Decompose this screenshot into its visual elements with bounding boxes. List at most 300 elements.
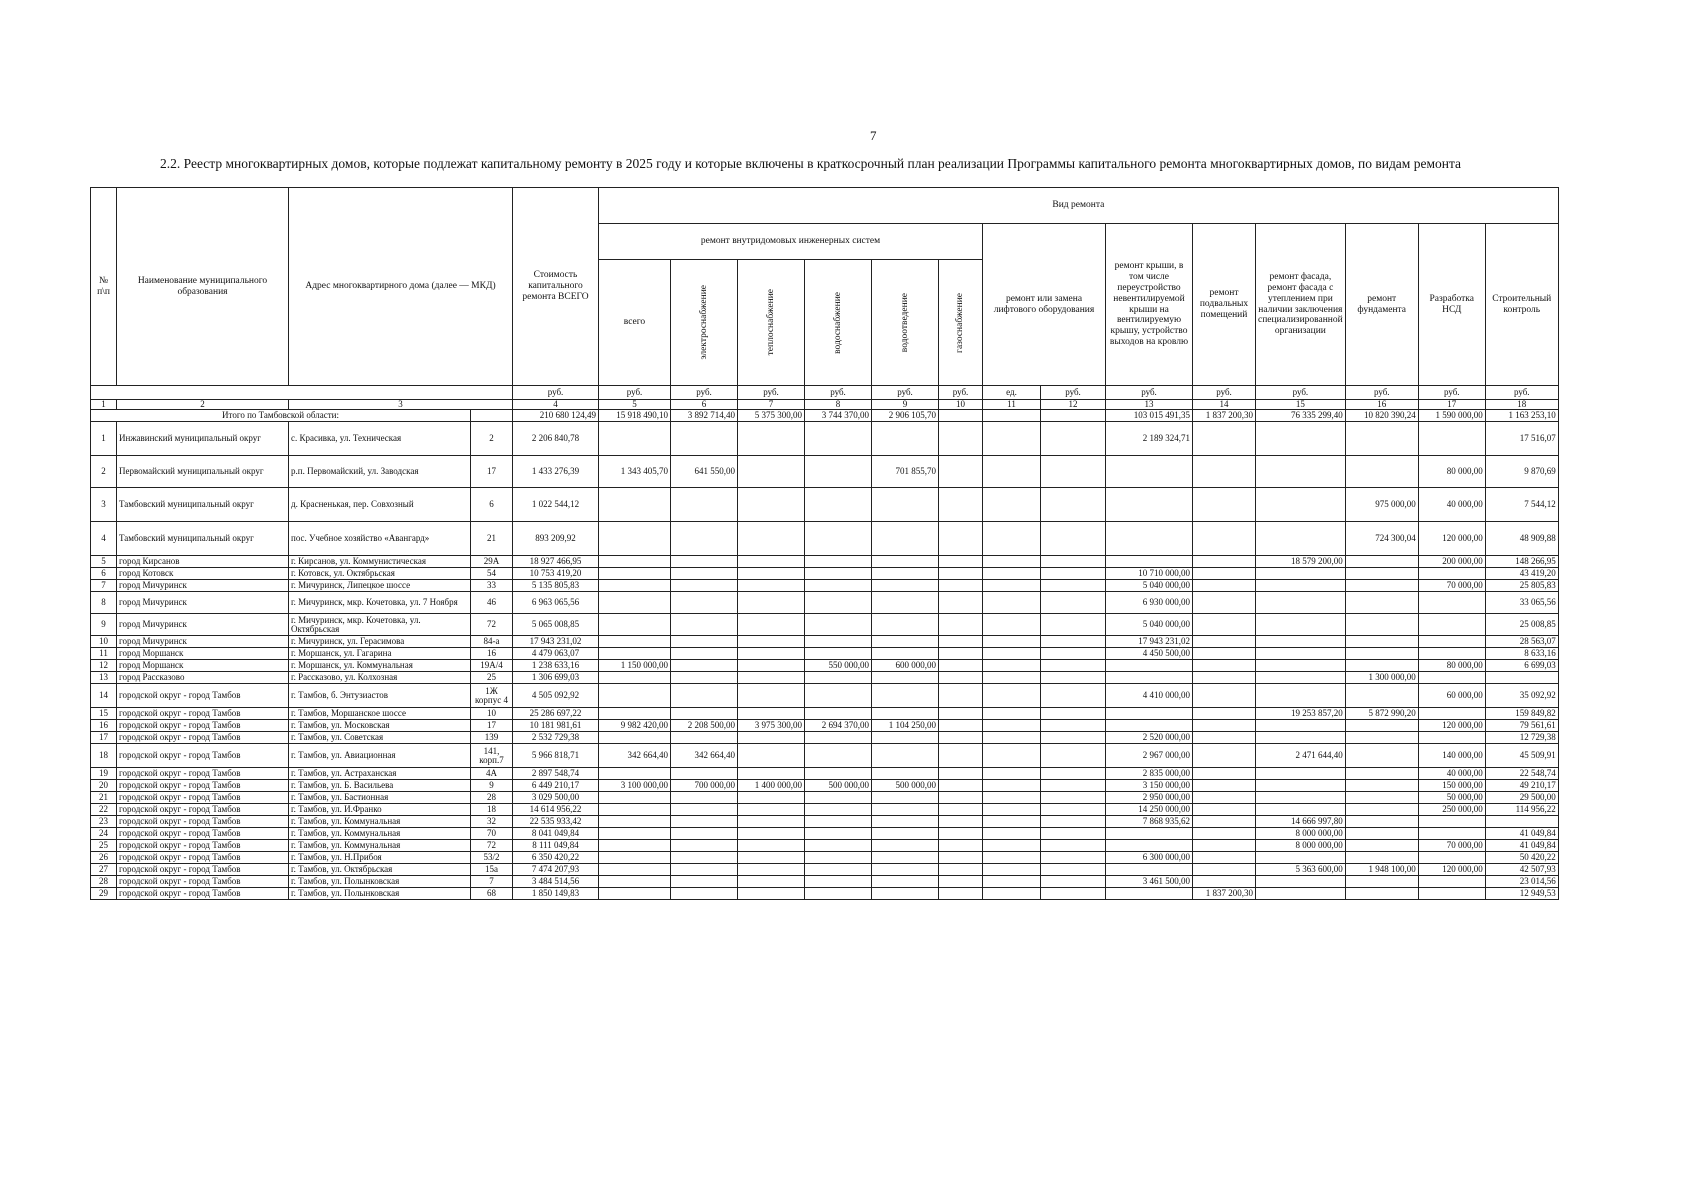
- cell-value: [872, 568, 939, 580]
- table-row: [91, 720, 1559, 732]
- header-gas: газоснабжение: [939, 260, 983, 386]
- cell-value: [939, 804, 983, 816]
- header-electric: электроснабжение: [671, 260, 738, 386]
- cell-value: [1256, 804, 1346, 816]
- cell-num: 20: [91, 780, 117, 792]
- cell-value: [872, 840, 939, 852]
- cell-value: [738, 580, 805, 592]
- cell-value: [939, 876, 983, 888]
- cell-address: г. Тамбов, ул. Полынковская: [289, 876, 471, 888]
- cell-address: д. Красненькая, пер. Совхозный: [289, 488, 471, 522]
- cell-value: [599, 636, 671, 648]
- cell-value: [671, 648, 738, 660]
- cell-value: [1193, 720, 1256, 732]
- cell-value: 6 300 000,00: [1106, 852, 1193, 864]
- cell-value: [939, 732, 983, 744]
- cell-municipality: город Котовск: [117, 568, 289, 580]
- unit-cell: руб.: [1106, 386, 1193, 400]
- cell-house: 28: [471, 792, 513, 804]
- cell-address: г. Тамбов, ул. Авиационная: [289, 744, 471, 768]
- cell-value: [983, 876, 1041, 888]
- column-number: 3: [289, 400, 513, 410]
- cell-municipality: городской округ - город Тамбов: [117, 816, 289, 828]
- cell-num: 11: [91, 648, 117, 660]
- cell-value: [805, 648, 872, 660]
- cell-house: 70: [471, 828, 513, 840]
- cell-value: [983, 792, 1041, 804]
- cell-value: [939, 744, 983, 768]
- cell-value: [939, 592, 983, 614]
- cell-value: [671, 488, 738, 522]
- cell-total-cost: 1 022 544,12: [513, 488, 599, 522]
- cell-value: 2 967 000,00: [1106, 744, 1193, 768]
- column-number: 12: [1041, 400, 1106, 410]
- cell-value: [872, 648, 939, 660]
- cell-value: [805, 592, 872, 614]
- header-water: водоснабжение: [805, 260, 872, 386]
- cell-value: [599, 422, 671, 456]
- column-number: 18: [1485, 400, 1558, 410]
- cell-value: [1041, 636, 1106, 648]
- cell-municipality: городской округ - город Тамбов: [117, 888, 289, 900]
- cell-value: [599, 580, 671, 592]
- cell-house: 53/2: [471, 852, 513, 864]
- cell-value: 3 150 000,00: [1106, 780, 1193, 792]
- cell-value: 1 300 000,00: [1345, 672, 1418, 684]
- cell-value: [872, 768, 939, 780]
- cell-value: [939, 648, 983, 660]
- cell-value: [1418, 672, 1485, 684]
- cell-value: [983, 852, 1041, 864]
- cell-value: [1345, 744, 1418, 768]
- cell-value: [805, 522, 872, 556]
- cell-num: 19: [91, 768, 117, 780]
- cell-municipality: городской округ - город Тамбов: [117, 780, 289, 792]
- cell-value: [1106, 888, 1193, 900]
- header-eng-all: всего: [599, 260, 671, 386]
- table-row: [91, 768, 1559, 780]
- cell-value: [1106, 864, 1193, 876]
- cell-num: 4: [91, 522, 117, 556]
- cell-value: [599, 522, 671, 556]
- total-value: 3 892 714,40: [671, 410, 738, 422]
- cell-value: 28 563,07: [1485, 636, 1558, 648]
- cell-house: 21: [471, 522, 513, 556]
- cell-value: [671, 592, 738, 614]
- cell-value: [939, 580, 983, 592]
- cell-value: [1256, 614, 1346, 636]
- cell-municipality: город Рассказово: [117, 672, 289, 684]
- cell-value: [599, 648, 671, 660]
- cell-value: [939, 522, 983, 556]
- total-value: [1041, 410, 1106, 422]
- cell-value: [1345, 792, 1418, 804]
- cell-num: 2: [91, 456, 117, 488]
- cell-value: [939, 816, 983, 828]
- total-value: [983, 410, 1041, 422]
- cell-value: [1041, 816, 1106, 828]
- cell-value: [1256, 876, 1346, 888]
- cell-value: [939, 828, 983, 840]
- cell-value: [939, 456, 983, 488]
- cell-value: [1041, 592, 1106, 614]
- cell-value: [1256, 592, 1346, 614]
- cell-total-cost: 6 350 420,22: [513, 852, 599, 864]
- cell-value: [939, 768, 983, 780]
- cell-value: 23 014,56: [1485, 876, 1558, 888]
- cell-num: 18: [91, 744, 117, 768]
- cell-address: г. Мичуринск, Липецкое шоссе: [289, 580, 471, 592]
- cell-value: [1106, 720, 1193, 732]
- column-number: 9: [872, 400, 939, 410]
- cell-total-cost: 8 111 049,84: [513, 840, 599, 852]
- cell-house: 2: [471, 422, 513, 456]
- total-value: 10 820 390,24: [1345, 410, 1418, 422]
- cell-total-cost: 3 484 514,56: [513, 876, 599, 888]
- cell-value: [805, 816, 872, 828]
- cell-value: [671, 828, 738, 840]
- page-number: 7: [870, 128, 877, 143]
- unit-cell: руб.: [805, 386, 872, 400]
- cell-value: 50 420,22: [1485, 852, 1558, 864]
- table-row: [91, 456, 1559, 488]
- cell-num: 21: [91, 792, 117, 804]
- cell-address: г. Мичуринск, ул. Герасимова: [289, 636, 471, 648]
- cell-value: [1418, 568, 1485, 580]
- cell-value: 40 000,00: [1418, 488, 1485, 522]
- cell-total-cost: 25 286 697,22: [513, 708, 599, 720]
- cell-value: [872, 816, 939, 828]
- cell-value: [671, 840, 738, 852]
- cell-value: 42 507,93: [1485, 864, 1558, 876]
- cell-value: 6 930 000,00: [1106, 592, 1193, 614]
- cell-value: [1106, 672, 1193, 684]
- cell-total-cost: 1 306 699,03: [513, 672, 599, 684]
- cell-value: 975 000,00: [1345, 488, 1418, 522]
- cell-value: [983, 568, 1041, 580]
- cell-value: [939, 556, 983, 568]
- column-number: 11: [983, 400, 1041, 410]
- cell-value: [872, 876, 939, 888]
- cell-value: [738, 792, 805, 804]
- cell-value: [1345, 852, 1418, 864]
- column-number: 5: [599, 400, 671, 410]
- cell-address: г. Тамбов, ул. Коммунальная: [289, 828, 471, 840]
- cell-address: г. Кирсанов, ул. Коммунистическая: [289, 556, 471, 568]
- cell-value: [738, 522, 805, 556]
- cell-value: [1193, 648, 1256, 660]
- column-number: 16: [1345, 400, 1418, 410]
- cell-municipality: городской округ - город Тамбов: [117, 720, 289, 732]
- total-value: 1 837 200,30: [1193, 410, 1256, 422]
- cell-value: [1193, 568, 1256, 580]
- cell-total-cost: 1 850 149,83: [513, 888, 599, 900]
- cell-value: [599, 828, 671, 840]
- cell-value: [872, 592, 939, 614]
- header-municipality: Наименование муниципального образования: [117, 188, 289, 386]
- cell-num: 27: [91, 864, 117, 876]
- cell-value: [738, 816, 805, 828]
- cell-value: [1193, 792, 1256, 804]
- cell-value: 40 000,00: [1418, 768, 1485, 780]
- cell-total-cost: 4 505 092,92: [513, 684, 599, 708]
- table-row: [91, 522, 1559, 556]
- cell-value: [1256, 852, 1346, 864]
- total-value: [939, 410, 983, 422]
- cell-house: 25: [471, 672, 513, 684]
- cell-total-cost: 10 181 981,61: [513, 720, 599, 732]
- cell-num: 28: [91, 876, 117, 888]
- cell-total-cost: 7 474 207,93: [513, 864, 599, 876]
- cell-total-cost: 893 209,92: [513, 522, 599, 556]
- cell-value: [872, 732, 939, 744]
- column-number: 1: [91, 400, 117, 410]
- table-row: [91, 614, 1559, 636]
- unit-cell: руб.: [513, 386, 599, 400]
- cell-value: [1041, 828, 1106, 840]
- cell-value: 701 855,70: [872, 456, 939, 488]
- cell-value: 80 000,00: [1418, 456, 1485, 488]
- table-row: [91, 852, 1559, 864]
- cell-value: [1418, 422, 1485, 456]
- cell-value: [1193, 580, 1256, 592]
- cell-house: 17: [471, 720, 513, 732]
- unit-cell: руб.: [1418, 386, 1485, 400]
- cell-value: 641 550,00: [671, 456, 738, 488]
- cell-value: [983, 456, 1041, 488]
- cell-value: [1041, 804, 1106, 816]
- cell-value: [939, 864, 983, 876]
- cell-num: 25: [91, 840, 117, 852]
- table-row: [91, 840, 1559, 852]
- cell-value: [1256, 522, 1346, 556]
- cell-value: [1256, 792, 1346, 804]
- cell-value: [805, 456, 872, 488]
- cell-value: [805, 828, 872, 840]
- cell-municipality: городской округ - город Тамбов: [117, 768, 289, 780]
- cell-value: [671, 556, 738, 568]
- cell-address: г. Тамбов, ул. Бастионная: [289, 792, 471, 804]
- cell-address: г. Моршанск, ул. Коммунальная: [289, 660, 471, 672]
- cell-value: [1345, 888, 1418, 900]
- cell-value: [805, 580, 872, 592]
- cell-value: [1193, 422, 1256, 456]
- cell-house: 46: [471, 592, 513, 614]
- cell-value: [671, 732, 738, 744]
- cell-value: [1041, 568, 1106, 580]
- cell-value: [599, 804, 671, 816]
- cell-value: [599, 614, 671, 636]
- cell-value: [1193, 488, 1256, 522]
- cell-value: 500 000,00: [872, 780, 939, 792]
- cell-value: [983, 828, 1041, 840]
- cell-value: [599, 568, 671, 580]
- cell-num: 15: [91, 708, 117, 720]
- cell-value: 43 419,20: [1485, 568, 1558, 580]
- cell-municipality: городской округ - город Тамбов: [117, 708, 289, 720]
- cell-value: [1345, 660, 1418, 672]
- cell-value: [599, 888, 671, 900]
- unit-cell: руб.: [738, 386, 805, 400]
- cell-value: [872, 422, 939, 456]
- cell-value: 12 729,38: [1485, 732, 1558, 744]
- cell-value: [1041, 684, 1106, 708]
- cell-value: [1106, 660, 1193, 672]
- cell-value: [872, 636, 939, 648]
- table-row: [91, 488, 1559, 522]
- cell-address: г. Тамбов, ул. Полынковская: [289, 888, 471, 900]
- cell-value: [1345, 816, 1418, 828]
- cell-value: 1 400 000,00: [738, 780, 805, 792]
- units-empty-cell: [91, 386, 513, 400]
- cell-num: 8: [91, 592, 117, 614]
- cell-value: [983, 864, 1041, 876]
- cell-value: [1041, 768, 1106, 780]
- cell-value: 35 092,92: [1485, 684, 1558, 708]
- header-elevator: ремонт или замена лифтового оборудования: [983, 224, 1106, 386]
- cell-value: 250 000,00: [1418, 804, 1485, 816]
- cell-value: [1485, 816, 1558, 828]
- header-address: Адрес многоквартирного дома (далее — МКД): [289, 188, 513, 386]
- cell-value: [599, 852, 671, 864]
- cell-value: [939, 792, 983, 804]
- cell-value: [805, 422, 872, 456]
- cell-value: [1193, 672, 1256, 684]
- cell-house: 68: [471, 888, 513, 900]
- cell-value: 4 450 500,00: [1106, 648, 1193, 660]
- cell-value: [1193, 780, 1256, 792]
- cell-value: [872, 488, 939, 522]
- cell-value: 1 150 000,00: [599, 660, 671, 672]
- cell-num: 22: [91, 804, 117, 816]
- cell-value: 2 189 324,71: [1106, 422, 1193, 456]
- cell-total-cost: 5 065 008,85: [513, 614, 599, 636]
- cell-value: [738, 592, 805, 614]
- cell-value: [671, 522, 738, 556]
- cell-num: 7: [91, 580, 117, 592]
- cell-municipality: город Кирсанов: [117, 556, 289, 568]
- cell-value: [983, 636, 1041, 648]
- table-row: [91, 828, 1559, 840]
- cell-value: [671, 672, 738, 684]
- table-row: [91, 708, 1559, 720]
- cell-value: [983, 840, 1041, 852]
- cell-value: [1256, 648, 1346, 660]
- cell-value: [1418, 888, 1485, 900]
- cell-value: 1 343 405,70: [599, 456, 671, 488]
- cell-municipality: Тамбовский муниципальный округ: [117, 522, 289, 556]
- cell-value: [805, 768, 872, 780]
- total-value: 210 680 124,49: [513, 410, 599, 422]
- cell-value: [1041, 852, 1106, 864]
- cell-value: [1041, 488, 1106, 522]
- cell-value: [1041, 648, 1106, 660]
- cell-value: [939, 672, 983, 684]
- table-row: [91, 732, 1559, 744]
- cell-value: [1345, 648, 1418, 660]
- cell-value: [671, 684, 738, 708]
- total-value: 1 163 253,10: [1485, 410, 1558, 422]
- total-label: Итого по Тамбовской области:: [91, 410, 471, 422]
- cell-value: [738, 732, 805, 744]
- cell-value: [1345, 876, 1418, 888]
- cell-value: [1193, 556, 1256, 568]
- cell-value: [983, 888, 1041, 900]
- table-row: [91, 568, 1559, 580]
- cell-house: 54: [471, 568, 513, 580]
- cell-value: 1 837 200,30: [1193, 888, 1256, 900]
- cell-value: 8 633,16: [1485, 648, 1558, 660]
- cell-value: [599, 488, 671, 522]
- cell-value: [872, 556, 939, 568]
- cell-value: [983, 592, 1041, 614]
- cell-value: [599, 864, 671, 876]
- cell-value: [1345, 556, 1418, 568]
- registry-table: [90, 187, 1559, 900]
- cell-address: г. Тамбов, ул. Советская: [289, 732, 471, 744]
- cell-value: [805, 636, 872, 648]
- table-row: [91, 780, 1559, 792]
- cell-value: [599, 708, 671, 720]
- cell-value: 14 666 997,80: [1256, 816, 1346, 828]
- cell-municipality: городской округ - город Тамбов: [117, 804, 289, 816]
- cell-num: 24: [91, 828, 117, 840]
- cell-value: [738, 684, 805, 708]
- cell-value: [1345, 732, 1418, 744]
- cell-value: [1418, 614, 1485, 636]
- cell-house: 19А/4: [471, 660, 513, 672]
- cell-value: [738, 888, 805, 900]
- cell-house: 16: [471, 648, 513, 660]
- cell-value: [983, 672, 1041, 684]
- cell-municipality: городской округ - город Тамбов: [117, 852, 289, 864]
- cell-value: [738, 744, 805, 768]
- cell-house: 72: [471, 614, 513, 636]
- cell-value: [1041, 614, 1106, 636]
- cell-address: с. Красивка, ул. Техническая: [289, 422, 471, 456]
- cell-value: 5 363 600,00: [1256, 864, 1346, 876]
- cell-value: [939, 488, 983, 522]
- cell-value: 342 664,40: [671, 744, 738, 768]
- cell-value: [805, 864, 872, 876]
- cell-value: [1193, 768, 1256, 780]
- cell-value: 120 000,00: [1418, 522, 1485, 556]
- cell-value: [671, 660, 738, 672]
- cell-total-cost: 6 449 210,17: [513, 780, 599, 792]
- cell-value: [939, 888, 983, 900]
- cell-value: 25 805,83: [1485, 580, 1558, 592]
- total-value: 15 918 490,10: [599, 410, 671, 422]
- cell-value: 1 104 250,00: [872, 720, 939, 732]
- cell-address: г. Мичуринск, мкр. Кочетовка, ул. 7 Ноября: [289, 592, 471, 614]
- cell-value: [1418, 708, 1485, 720]
- header-engineering: ремонт внутридомовых инженерных систем: [599, 224, 983, 260]
- cell-value: 3 975 300,00: [738, 720, 805, 732]
- cell-value: [805, 840, 872, 852]
- cell-value: [805, 792, 872, 804]
- header-total-cost: Стоимость капитального ремонта ВСЕГО: [513, 188, 599, 386]
- cell-value: 342 664,40: [599, 744, 671, 768]
- cell-value: 80 000,00: [1418, 660, 1485, 672]
- cell-value: [1041, 580, 1106, 592]
- cell-value: [1418, 592, 1485, 614]
- total-value: 2 906 105,70: [872, 410, 939, 422]
- cell-value: [738, 456, 805, 488]
- column-number: 2: [117, 400, 289, 410]
- cell-municipality: городской округ - город Тамбов: [117, 732, 289, 744]
- cell-value: 48 909,88: [1485, 522, 1558, 556]
- cell-value: [939, 660, 983, 672]
